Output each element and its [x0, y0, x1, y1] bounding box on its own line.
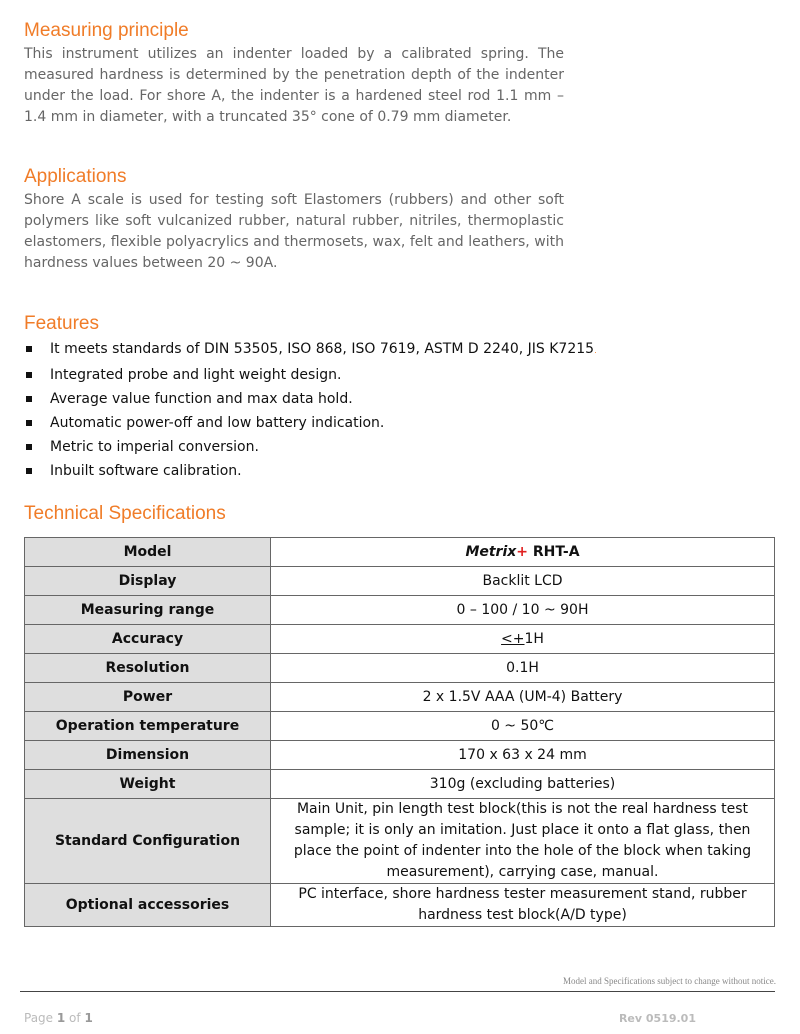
- feature-text: Integrated probe and light weight design.: [50, 367, 342, 383]
- list-item: [24, 363, 644, 387]
- applications-section: [24, 166, 564, 274]
- disclaimer-text: Model and Specifications subject to change without notice.: [563, 976, 776, 986]
- features-list: [24, 337, 644, 483]
- list-item: [24, 459, 644, 483]
- spec-value: 170 x 63 x 24 mm: [271, 741, 775, 770]
- accuracy-value: 1H: [524, 631, 544, 647]
- bullet-icon: [26, 346, 32, 352]
- spec-label: Accuracy: [25, 625, 271, 654]
- features-heading: Features: [24, 313, 99, 334]
- table-row: [25, 654, 775, 683]
- measuring-heading: Measuring principle: [24, 20, 189, 41]
- spec-label: Display: [25, 567, 271, 596]
- table-row: [25, 538, 775, 567]
- list-item: [24, 387, 644, 411]
- spec-value: 0 – 100 / 10 ~ 90H: [271, 596, 775, 625]
- model-name: RHT-A: [528, 544, 580, 560]
- revision-label: Rev 0519.01: [618, 1012, 696, 1025]
- spec-value: [271, 538, 775, 567]
- spec-label: Model: [25, 538, 271, 567]
- feature-text: Average value function and max data hold.: [50, 391, 353, 407]
- spec-value: Main Unit, pin length test block(this is not the real hardness test sample; it is only an imitation. Just place it onto a flat glass, then place the point of indenter into the hole of the block when taking measurement), carrying case, manual.: [271, 799, 775, 884]
- list-item: [24, 337, 644, 363]
- feature-text: Inbuilt software calibration.: [50, 463, 242, 479]
- table-row: [25, 567, 775, 596]
- table-row: [25, 625, 775, 654]
- spec-value: Backlit LCD: [271, 567, 775, 596]
- feature-text: Automatic power-off and low battery indication.: [50, 415, 385, 431]
- spec-value: PC interface, shore hardness tester measurement stand, rubber hardness test block(A/D type): [271, 884, 775, 927]
- measuring-text: This instrument utilizes an indenter loaded by a calibrated spring. The measured hardness is determined by the penetration depth of the indenter under the load. For shore A, the indenter is a hardened steel rod 1.1 mm – 1.4 mm in diameter, with a truncated 35° cone of 0.79 mm diameter.: [24, 46, 564, 125]
- page-number: [24, 1011, 93, 1025]
- bullet-icon: [26, 420, 32, 426]
- table-row: [25, 770, 775, 799]
- spec-label: Power: [25, 683, 271, 712]
- brand-name: Metrix: [465, 544, 517, 560]
- spec-label: Weight: [25, 770, 271, 799]
- table-row: [25, 799, 775, 884]
- feature-trailing-mark: .: [594, 346, 597, 355]
- brand-plus: +: [516, 544, 529, 560]
- spec-value: 310g (excluding batteries): [271, 770, 775, 799]
- bullet-icon: [26, 396, 32, 402]
- spec-value: 0 ~ 50℃: [271, 712, 775, 741]
- page-word: Page: [24, 1011, 57, 1025]
- page-of: of: [65, 1011, 85, 1025]
- spec-label: Operation temperature: [25, 712, 271, 741]
- footer-divider: [20, 991, 775, 992]
- spec-label: Optional accessories: [25, 884, 271, 927]
- page-current: 1: [56, 1011, 66, 1025]
- bullet-icon: [26, 444, 32, 450]
- specs-table: [24, 537, 775, 927]
- spec-label: Dimension: [25, 741, 271, 770]
- specs-heading: Technical Specifications: [24, 503, 226, 524]
- table-row: [25, 596, 775, 625]
- applications-heading: Applications: [24, 166, 127, 187]
- table-row: [25, 683, 775, 712]
- feature-text: It meets standards of DIN 53505, ISO 868, ISO 7619, ASTM D 2240, JIS K7215: [50, 341, 595, 357]
- page-total: 1: [84, 1011, 93, 1025]
- spec-label: Resolution: [25, 654, 271, 683]
- specs-section: [24, 503, 564, 527]
- table-row: [25, 741, 775, 770]
- spec-value: [271, 625, 775, 654]
- feature-text: Metric to imperial conversion.: [50, 439, 259, 455]
- spec-label: Measuring range: [25, 596, 271, 625]
- accuracy-symbol: <+: [501, 631, 525, 647]
- list-item: [24, 411, 644, 435]
- table-row: [25, 884, 775, 927]
- bullet-icon: [26, 468, 32, 474]
- table-row: [25, 712, 775, 741]
- spec-value: 0.1H: [271, 654, 775, 683]
- bullet-icon: [26, 372, 32, 378]
- features-section: [24, 313, 644, 483]
- measuring-section: [24, 20, 564, 128]
- list-item: [24, 435, 644, 459]
- applications-text: Shore A scale is used for testing soft Elastomers (rubbers) and other soft polymers like soft vulcanized rubber, natural rubber, nitriles, thermoplastic elastomers, flexible polyacrylics and thermosets, wax, felt and leathers, with hardness values between 20 ~ 90A.: [24, 192, 564, 271]
- spec-label: Standard Configuration: [25, 799, 271, 884]
- spec-value: 2 x 1.5V AAA (UM-4) Battery: [271, 683, 775, 712]
